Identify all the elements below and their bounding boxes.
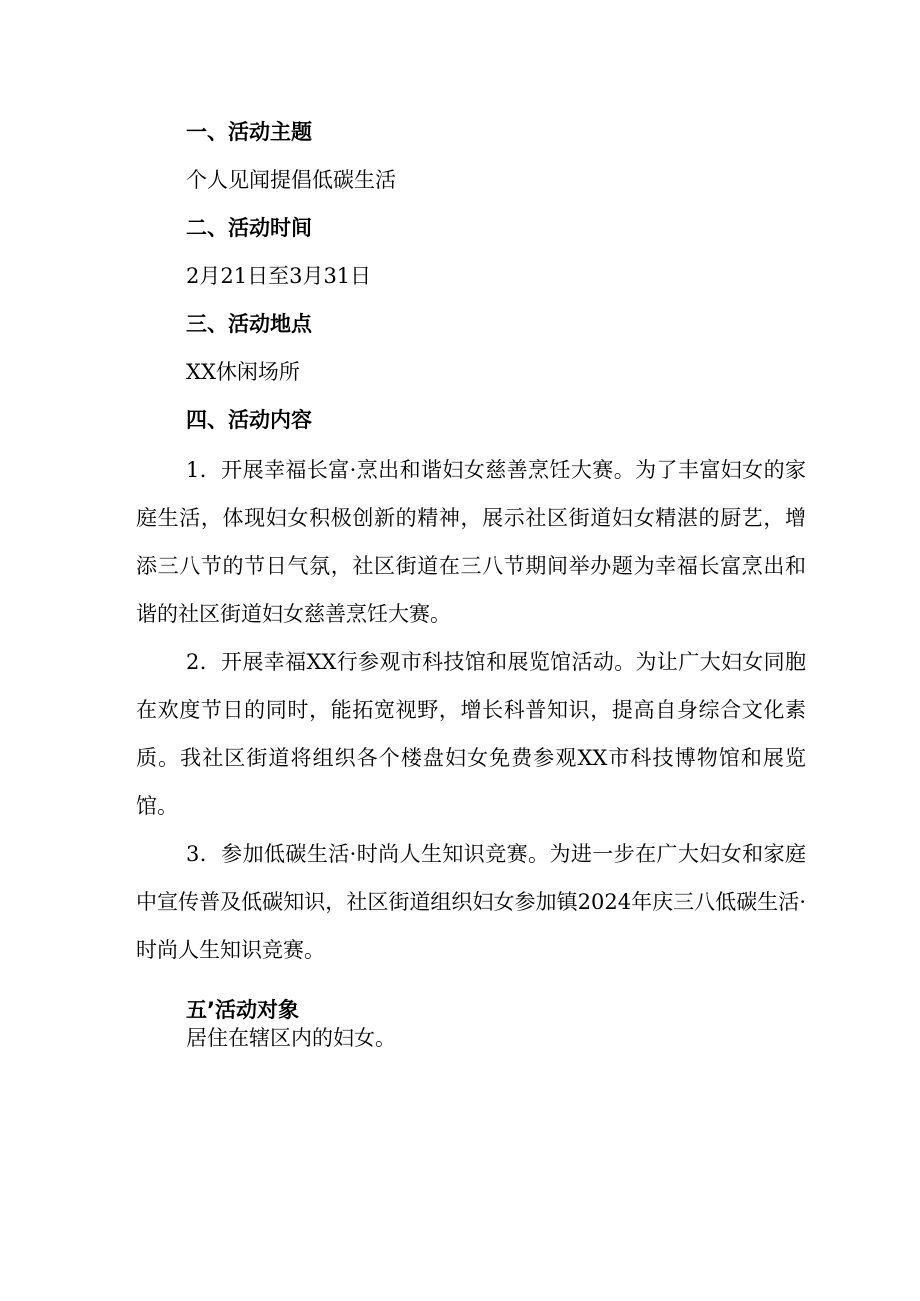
section-text-time: 2月21日至3月31日 [186,264,372,288]
section-text-target: 居住在辖区内的妇女。 [186,1026,396,1050]
content-item-1: 1．开展幸福长富·烹出和谐妇女慈善烹饪大赛。为了丰富妇女的家庭生活，体现妇女积极创新的精神，展示社区街道妇女精湛的厨艺，增添三八节的节日气氛，社区街道在三八节期间举办题为幸福长富烹出和谐的社区街道妇女慈善烹饪大赛。 [136,458,806,626]
content-item-3: 3．参加低碳生活·时尚人生知识竞赛。为进一步在广大妇女和家庭中宣传普及低碳知识，社区街道组织妇女参加镇2024年庆三八低碳生活·时尚人生知识竞赛。 [136,842,806,962]
section-text-theme: 个人见闻提倡低碳生活 [186,168,396,192]
section-text-location: XX休闲场所 [186,360,300,384]
section-heading-location: 三、活动地点 [186,312,312,336]
content-item-2: 2．开展幸福XX行参观市科技馆和展览馆活动。为让广大妇女同胞在欢度节日的同时，能拓宽视野，增长科普知识，提高自身综合文化素质。我社区街道将组织各个楼盘妇女免费参观XX市科技博物馆和展览馆。 [136,650,806,818]
section-heading-content: 四、活动内容 [186,408,312,432]
section-heading-theme: 一、活动主题 [186,120,312,144]
section-heading-target: 五’活动对象 [186,998,299,1022]
section-heading-time: 二、活动时间 [186,216,312,240]
